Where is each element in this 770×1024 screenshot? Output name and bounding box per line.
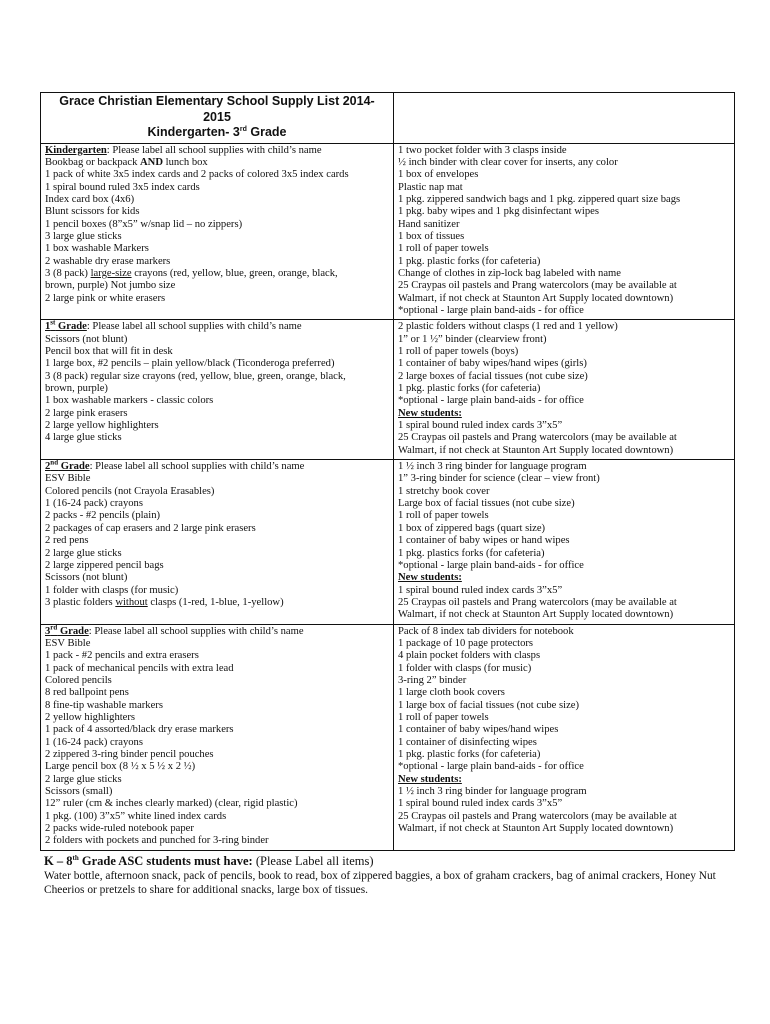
supply-item: ½ inch binder with clear cover for inserts, any color [398,156,618,168]
supply-item: Walmart, if not check at Staunton Art Supply located downtown) [398,823,674,835]
grade-label-suffix: rd [50,623,58,632]
asc-footer-title: K – 8th Grade ASC students must have: (Please Label all items) [44,853,374,868]
supply-item: 1 large box, #2 pencils – plain yellow/black (Ticonderoga preferred) [45,358,335,370]
supply-item: Hand sanitizer [398,218,460,230]
supply-item: *optional - large plain band-aids - for office [398,761,584,773]
supply-item: Bookbag or backpack AND lunch box [45,156,208,168]
supply-item: 2 large pink or white erasers [45,292,166,304]
supply-item: 1 box of envelopes [398,169,479,181]
section-kindergarten [41,143,735,320]
new-students-heading: New students: [398,572,462,584]
supply-item: 1 pkg. plastics forks (for cafeteria) [398,547,545,559]
supply-item: Walmart, if not check at Staunton Art Supply located downtown) [398,444,674,456]
supply-item: 25 Craypas oil pastels and Prang watercolors (may be available at [398,432,677,444]
third-grade-left-cell [41,624,394,850]
second-grade-left-cell [41,460,394,624]
supply-item: 1 container of baby wipes/hand wipes (girls) [398,358,587,370]
new-students-heading: New students: [398,407,462,419]
supply-item: 2 large zippered pencil bags [45,559,164,571]
supply-item: 1 container of baby wipes or hand wipes [398,535,570,547]
supply-item: 3 (8 pack) large-size crayons (red, yellow, blue, green, orange, black, [45,267,338,279]
supply-item: 25 Craypas oil pastels and Prang watercolors (may be available at [398,280,677,292]
supply-item: 1 pkg. plastic forks (for cafeteria) [398,749,541,760]
grade-heading [45,623,389,638]
grade-label-word: Grade [57,625,89,637]
grade-intro: : Please label all school supplies with child’s name [89,461,305,473]
supply-item: 1” 3-ring binder for science (clear – view front) [398,473,600,485]
supply-item: 1 pkg. (100) 3”x5” white lined index cards [45,810,227,822]
section-3rd-grade [41,624,735,850]
supply-item: 2 plastic folders without clasps (1 red and 1 yellow) [398,321,618,333]
supply-item: 1 (16-24 pack) crayons [45,498,143,510]
supply-item: Change of clothes in zip-lock bag labeled with name [398,267,621,279]
grade-intro: : Please label all school supplies with child’s name [86,321,302,333]
supply-item: 2 yellow highlighters [45,711,136,723]
supply-item: 1 pkg. zippered sandwich bags and 1 pkg. zippered quart size bags [398,193,681,205]
section-1st-grade [41,320,735,460]
supply-item: Walmart, if not check at Staunton Art Supply located downtown) [398,292,674,304]
supply-item: 2 packs - #2 pencils (plain) [45,510,161,522]
supply-item: 1 container of baby wipes/hand wipes [398,724,559,736]
supply-item: 2 large pink erasers [45,407,128,419]
supply-item: 2 large glue sticks [45,547,122,559]
supply-item: Large pencil box (8 ½ x 5 ½ x 2 ½) [45,761,196,773]
supply-item: 2 zippered 3-ring binder pencil pouches [45,749,214,760]
supply-item: 1 pack of mechanical pencils with extra lead [45,662,234,674]
supply-item: 4 large glue sticks [45,432,122,444]
supply-item: *optional - large plain band-aids - for office [398,395,584,407]
header-empty-cell [394,93,735,144]
grade-label-suffix: nd [50,458,59,467]
supply-item: 2 packages of cap erasers and 2 large pink erasers [45,522,256,534]
supply-item: 1 roll of paper towels [398,243,489,255]
supply-item: 2 folders with pockets and punched for 3-ring binder [45,835,269,847]
supply-item: Scissors (not blunt) [45,572,128,584]
title-line-2: 2015 [203,109,231,124]
document-title [41,93,394,144]
grade-label: 2nd Grade [45,458,90,473]
supply-item: 1” or 1 ½” binder (clearview front) [398,333,547,345]
supply-item: 2 large boxes of facial tissues (not cube size) [398,370,588,382]
kindergarten-left-cell [41,143,394,320]
first-grade-right-cell [394,320,735,460]
supply-item: 1 package of 10 page protectors [398,637,534,649]
supply-item: 1 stretchy book cover [398,485,490,497]
asc-footer [40,854,734,897]
supply-item: 1 spiral bound ruled index cards 3”x5” [398,798,563,810]
new-students-heading: New students: [398,773,462,785]
supply-item: 1 roll of paper towels [398,510,489,522]
supply-item: 1 spiral bound ruled 3x5 index cards [45,181,200,193]
grade-heading [45,318,389,333]
supply-item: 1 pkg. baby wipes and 1 pkg disinfectant wipes [398,206,599,218]
grade-label: 1st Grade [45,318,87,333]
supply-item: 3 large glue sticks [45,230,122,242]
supply-item: 12” ruler (cm & inches clearly marked) (clear, rigid plastic) [45,798,298,810]
supply-item: 1 folder with clasps (for music) [45,584,179,596]
supply-table [40,92,735,851]
title-line-3: Kindergarten- 3rd Grade [147,125,287,139]
third-grade-right-cell [394,624,735,850]
grade-heading [45,145,389,157]
supply-item: ESV Bible [45,473,91,485]
supply-item: 1 pack of 4 assorted/black dry erase markers [45,724,234,736]
supply-item: 1 box of tissues [398,230,465,242]
grade-intro: : Please label all school supplies with child’s name [106,144,322,156]
supply-item: *optional - large plain band-aids - for office [398,304,584,316]
second-grade-right-cell [394,460,735,624]
supply-item: 1 box washable Markers [45,243,149,255]
supply-item: 2 packs wide-ruled notebook paper [45,823,194,835]
supply-item: Pencil box that will fit in desk [45,346,173,357]
supply-item: 1 ½ inch 3 ring binder for language program [398,461,587,473]
title-line-1: Grace Christian Elementary School Supply List 2014- [59,94,375,108]
grade-label: Kindergarten [45,144,107,156]
supply-item: 1 container of disinfecting wipes [398,736,537,748]
asc-footer-text: Water bottle, afternoon snack, pack of pencils, book to read, box of zippered baggies, a box of graham crackers, bag of animal crackers, Honey Nut Cheerios or pretzels to share for additional snacks, large box of tissues. [44,869,716,896]
supply-item: 1 box of zippered bags (quart size) [398,522,546,534]
supply-item: 1 ½ inch 3 ring binder for language program [398,786,587,798]
grade-intro: : Please label all school supplies with child’s name [88,625,304,637]
supply-item: 3 plastic folders without clasps (1-red, 1-blue, 1-yellow) [45,596,284,608]
supply-item: Pack of 8 index tab dividers for notebook [398,625,574,637]
supply-item: 1 two pocket folder with 3 clasps inside [398,144,567,156]
supply-item: Colored pencils (not Crayola Erasables) [45,485,215,497]
table-header-row [41,93,735,144]
supply-item: Large box of facial tissues (not cube size) [398,498,575,510]
grade-label: 3rd Grade [45,623,89,637]
supply-item: 1 folder with clasps (for music) [398,662,532,674]
section-2nd-grade [41,460,735,624]
supply-item: brown, purple) Not jumbo size [45,280,176,292]
supply-item: brown, purple) [45,383,108,395]
grade-heading [45,458,389,473]
supply-item: Index card box (4x6) [45,193,135,205]
supply-item: Scissors (small) [45,786,113,798]
supply-item: 8 fine-tip washable markers [45,699,163,711]
supply-item: 1 roll of paper towels (boys) [398,346,519,357]
grade-label-word: Grade [58,461,90,473]
supply-item: 1 spiral bound ruled index cards 3”x5” [398,584,563,596]
supply-item: 25 Craypas oil pastels and Prang watercolors (may be available at [398,596,677,608]
supply-item: 8 red ballpoint pens [45,687,129,699]
supply-item: 1 pack of white 3x5 index cards and 2 packs of colored 3x5 index cards [45,169,349,181]
supply-item: 1 roll of paper towels [398,711,489,723]
supply-item: Scissors (not blunt) [45,333,128,345]
supply-item: Blunt scissors for kids [45,206,140,218]
supply-list-page [40,92,734,897]
grade-label-suffix: st [50,318,56,327]
supply-item: 25 Craypas oil pastels and Prang watercolors (may be available at [398,810,677,822]
supply-item: 1 pkg. plastic forks (for cafeteria) [398,255,541,267]
supply-item: 1 box washable markers - classic colors [45,395,214,407]
supply-item: ESV Bible [45,637,91,649]
supply-item: Plastic nap mat [398,181,463,193]
supply-item: 3 (8 pack) regular size crayons (red, yellow, blue, green, orange, black, [45,370,346,382]
supply-item: Colored pencils [45,674,112,686]
supply-item: 1 pkg. plastic forks (for cafeteria) [398,383,541,395]
supply-item: *optional - large plain band-aids - for office [398,559,584,571]
supply-item: 2 red pens [45,535,89,547]
supply-item: 2 large glue sticks [45,773,122,785]
supply-item: 1 large box of facial tissues (not cube size) [398,699,580,711]
supply-item: Walmart, if not check at Staunton Art Supply located downtown) [398,609,674,621]
first-grade-left-cell [41,320,394,460]
grade-label-word: Grade [55,321,87,333]
supply-item: 1 (16-24 pack) crayons [45,736,143,748]
supply-item: 2 washable dry erase markers [45,255,171,267]
kindergarten-right-cell [394,143,735,320]
supply-item: 4 plain pocket folders with clasps [398,650,541,662]
supply-item: 1 pack - #2 pencils and extra erasers [45,650,199,662]
supply-item: 3-ring 2” binder [398,674,467,686]
supply-item: 2 large yellow highlighters [45,420,159,432]
supply-item: 1 pencil boxes (8”x5” w/snap lid – no zippers) [45,218,243,230]
supply-item: 1 large cloth book covers [398,687,505,699]
supply-item: 1 spiral bound ruled index cards 3”x5” [398,420,563,432]
